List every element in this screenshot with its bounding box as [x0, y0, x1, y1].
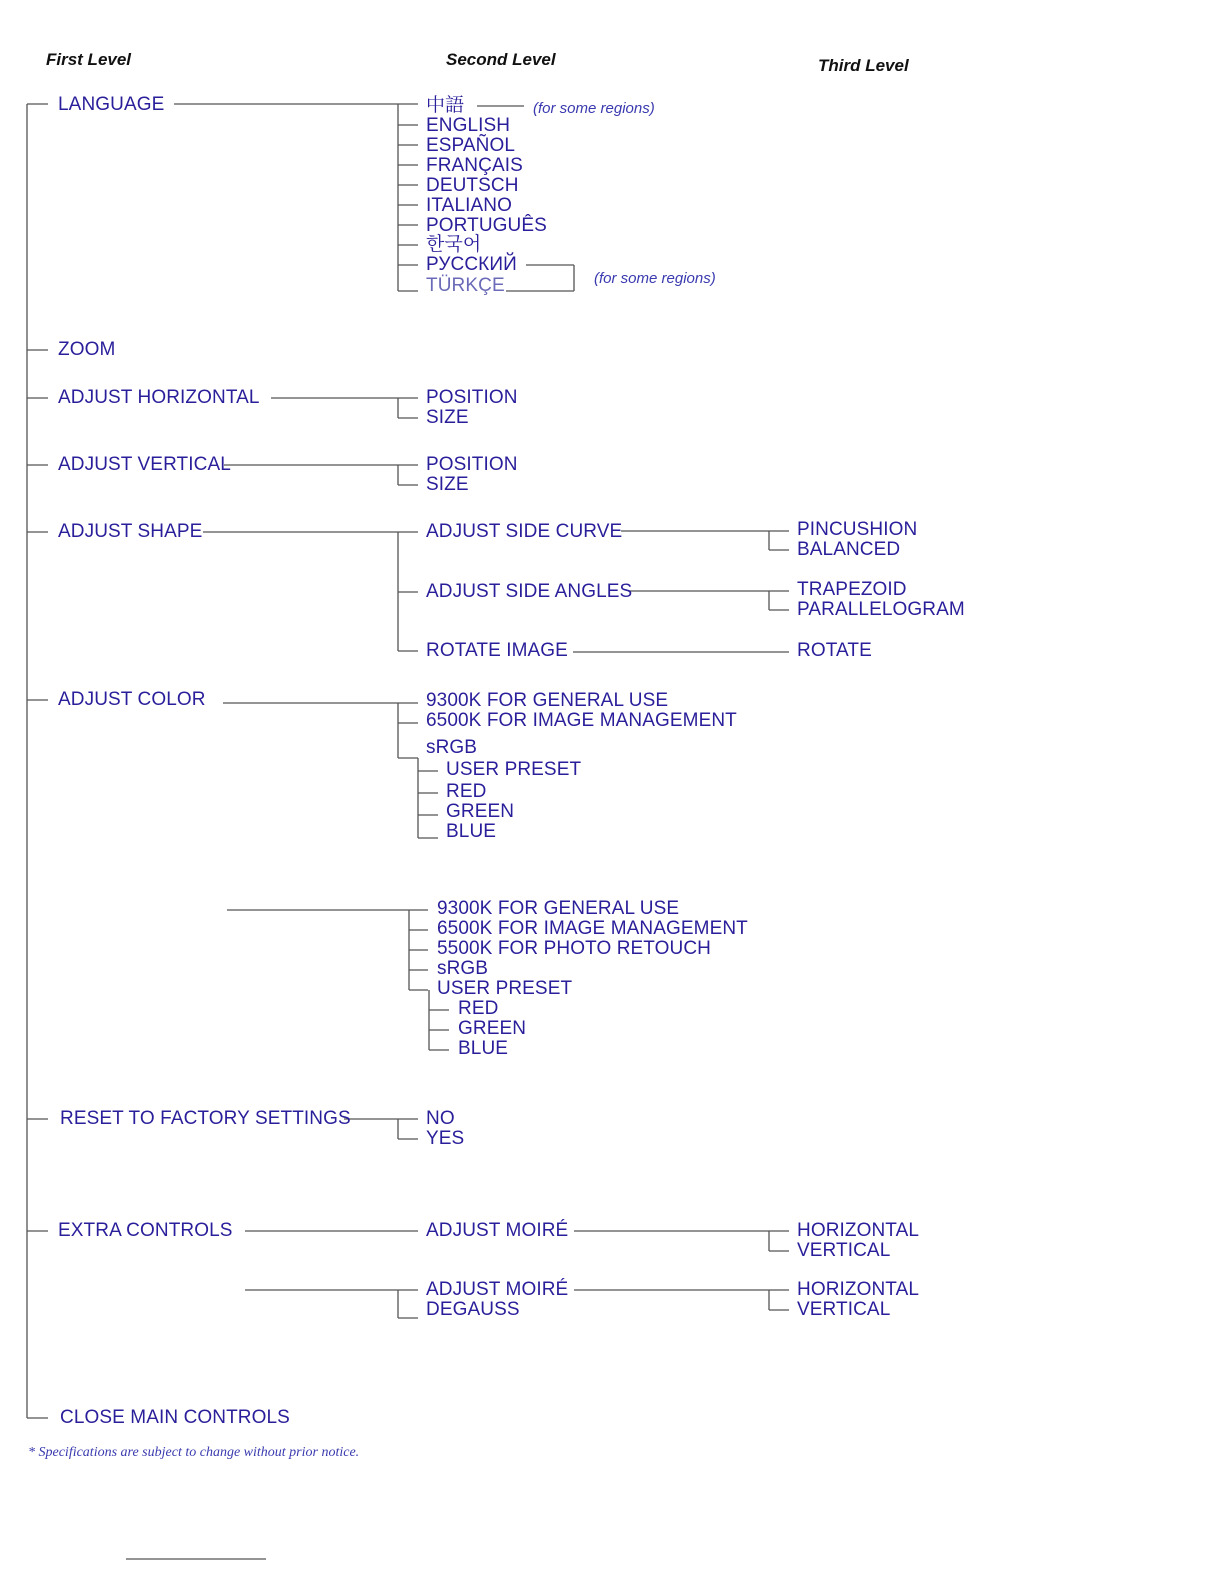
color-b-9300k: 9300K FOR GENERAL USE — [437, 898, 680, 919]
color-b-blue: BLUE — [458, 1038, 509, 1059]
lang-portugues: PORTUGUÊS — [426, 215, 547, 236]
h-size: SIZE — [426, 407, 469, 428]
level1-language: LANGUAGE — [58, 94, 165, 115]
h-position: POSITION — [426, 387, 518, 408]
color-b-srgb: sRGB — [437, 958, 489, 979]
v-position: POSITION — [426, 454, 518, 475]
shape-balanced: BALANCED — [797, 539, 901, 560]
shape-pincushion: PINCUSHION — [797, 519, 918, 540]
header-third-level: Third Level — [818, 56, 909, 75]
extra-adjust-moire-1: ADJUST MOIRÉ — [426, 1220, 569, 1241]
color-b-green: GREEN — [458, 1018, 527, 1039]
lang-turkce: TÜRKÇE — [426, 275, 505, 296]
color-a-srgb: sRGB — [426, 737, 478, 758]
level1-adjust-horizontal: ADJUST HORIZONTAL — [58, 387, 260, 408]
lang-russian: РУССКИЙ — [426, 254, 517, 275]
lang-espanol: ESPAÑOL — [426, 135, 516, 156]
color-a-green: GREEN — [446, 801, 515, 822]
shape-parallelogram: PARALLELOGRAM — [797, 599, 965, 620]
level1-close-main-controls: CLOSE MAIN CONTROLS — [60, 1407, 290, 1428]
lang-italiano: ITALIANO — [426, 195, 512, 216]
level1-adjust-color: ADJUST COLOR — [58, 689, 206, 710]
extra-degauss: DEGAUSS — [426, 1299, 520, 1320]
shape-side-curve: ADJUST SIDE CURVE — [426, 521, 623, 542]
extra-moire-2-horizontal: HORIZONTAL — [797, 1279, 920, 1300]
level1-extra-controls: EXTRA CONTROLS — [58, 1220, 233, 1241]
shape-side-angles: ADJUST SIDE ANGLES — [426, 581, 633, 602]
color-b-user-preset: USER PRESET — [437, 978, 573, 999]
footnote-specifications: * Specifications are subject to change without prior notice. — [28, 1445, 360, 1460]
shape-trapezoid: TRAPEZOID — [797, 579, 907, 600]
color-a-6500k: 6500K FOR IMAGE MANAGEMENT — [426, 710, 737, 731]
extra-moire-1-vertical: VERTICAL — [797, 1240, 891, 1261]
shape-rotate-image: ROTATE IMAGE — [426, 640, 568, 661]
color-a-9300k: 9300K FOR GENERAL USE — [426, 690, 669, 711]
lang-francais: FRANÇAIS — [426, 155, 523, 176]
note-for-some-regions-1: (for some regions) — [533, 100, 655, 117]
lang-deutsch: DEUTSCH — [426, 175, 519, 196]
color-a-red: RED — [446, 781, 487, 802]
extra-moire-2-vertical: VERTICAL — [797, 1299, 891, 1320]
level1-reset-factory: RESET TO FACTORY SETTINGS — [60, 1108, 351, 1129]
reset-yes: YES — [426, 1128, 465, 1149]
reset-no: NO — [426, 1108, 455, 1129]
extra-moire-1-horizontal: HORIZONTAL — [797, 1220, 920, 1241]
note-for-some-regions-2: (for some regions) — [594, 270, 716, 287]
extra-adjust-moire-2: ADJUST MOIRÉ — [426, 1279, 569, 1300]
color-a-user-preset: USER PRESET — [446, 759, 582, 780]
header-first-level: First Level — [46, 50, 132, 69]
lang-korean: 한국어 — [426, 234, 482, 255]
lang-chinese: 中語 — [426, 95, 465, 116]
color-b-5500k: 5500K FOR PHOTO RETOUCH — [437, 938, 711, 959]
color-b-red: RED — [458, 998, 499, 1019]
header-second-level: Second Level — [446, 50, 556, 69]
level1-adjust-shape: ADJUST SHAPE — [58, 521, 203, 542]
shape-rotate: ROTATE — [797, 640, 872, 661]
v-size: SIZE — [426, 474, 469, 495]
level1-zoom: ZOOM — [58, 339, 116, 360]
color-b-6500k: 6500K FOR IMAGE MANAGEMENT — [437, 918, 748, 939]
lang-english: ENGLISH — [426, 115, 511, 136]
color-a-blue: BLUE — [446, 821, 497, 842]
level1-adjust-vertical: ADJUST VERTICAL — [58, 454, 231, 475]
